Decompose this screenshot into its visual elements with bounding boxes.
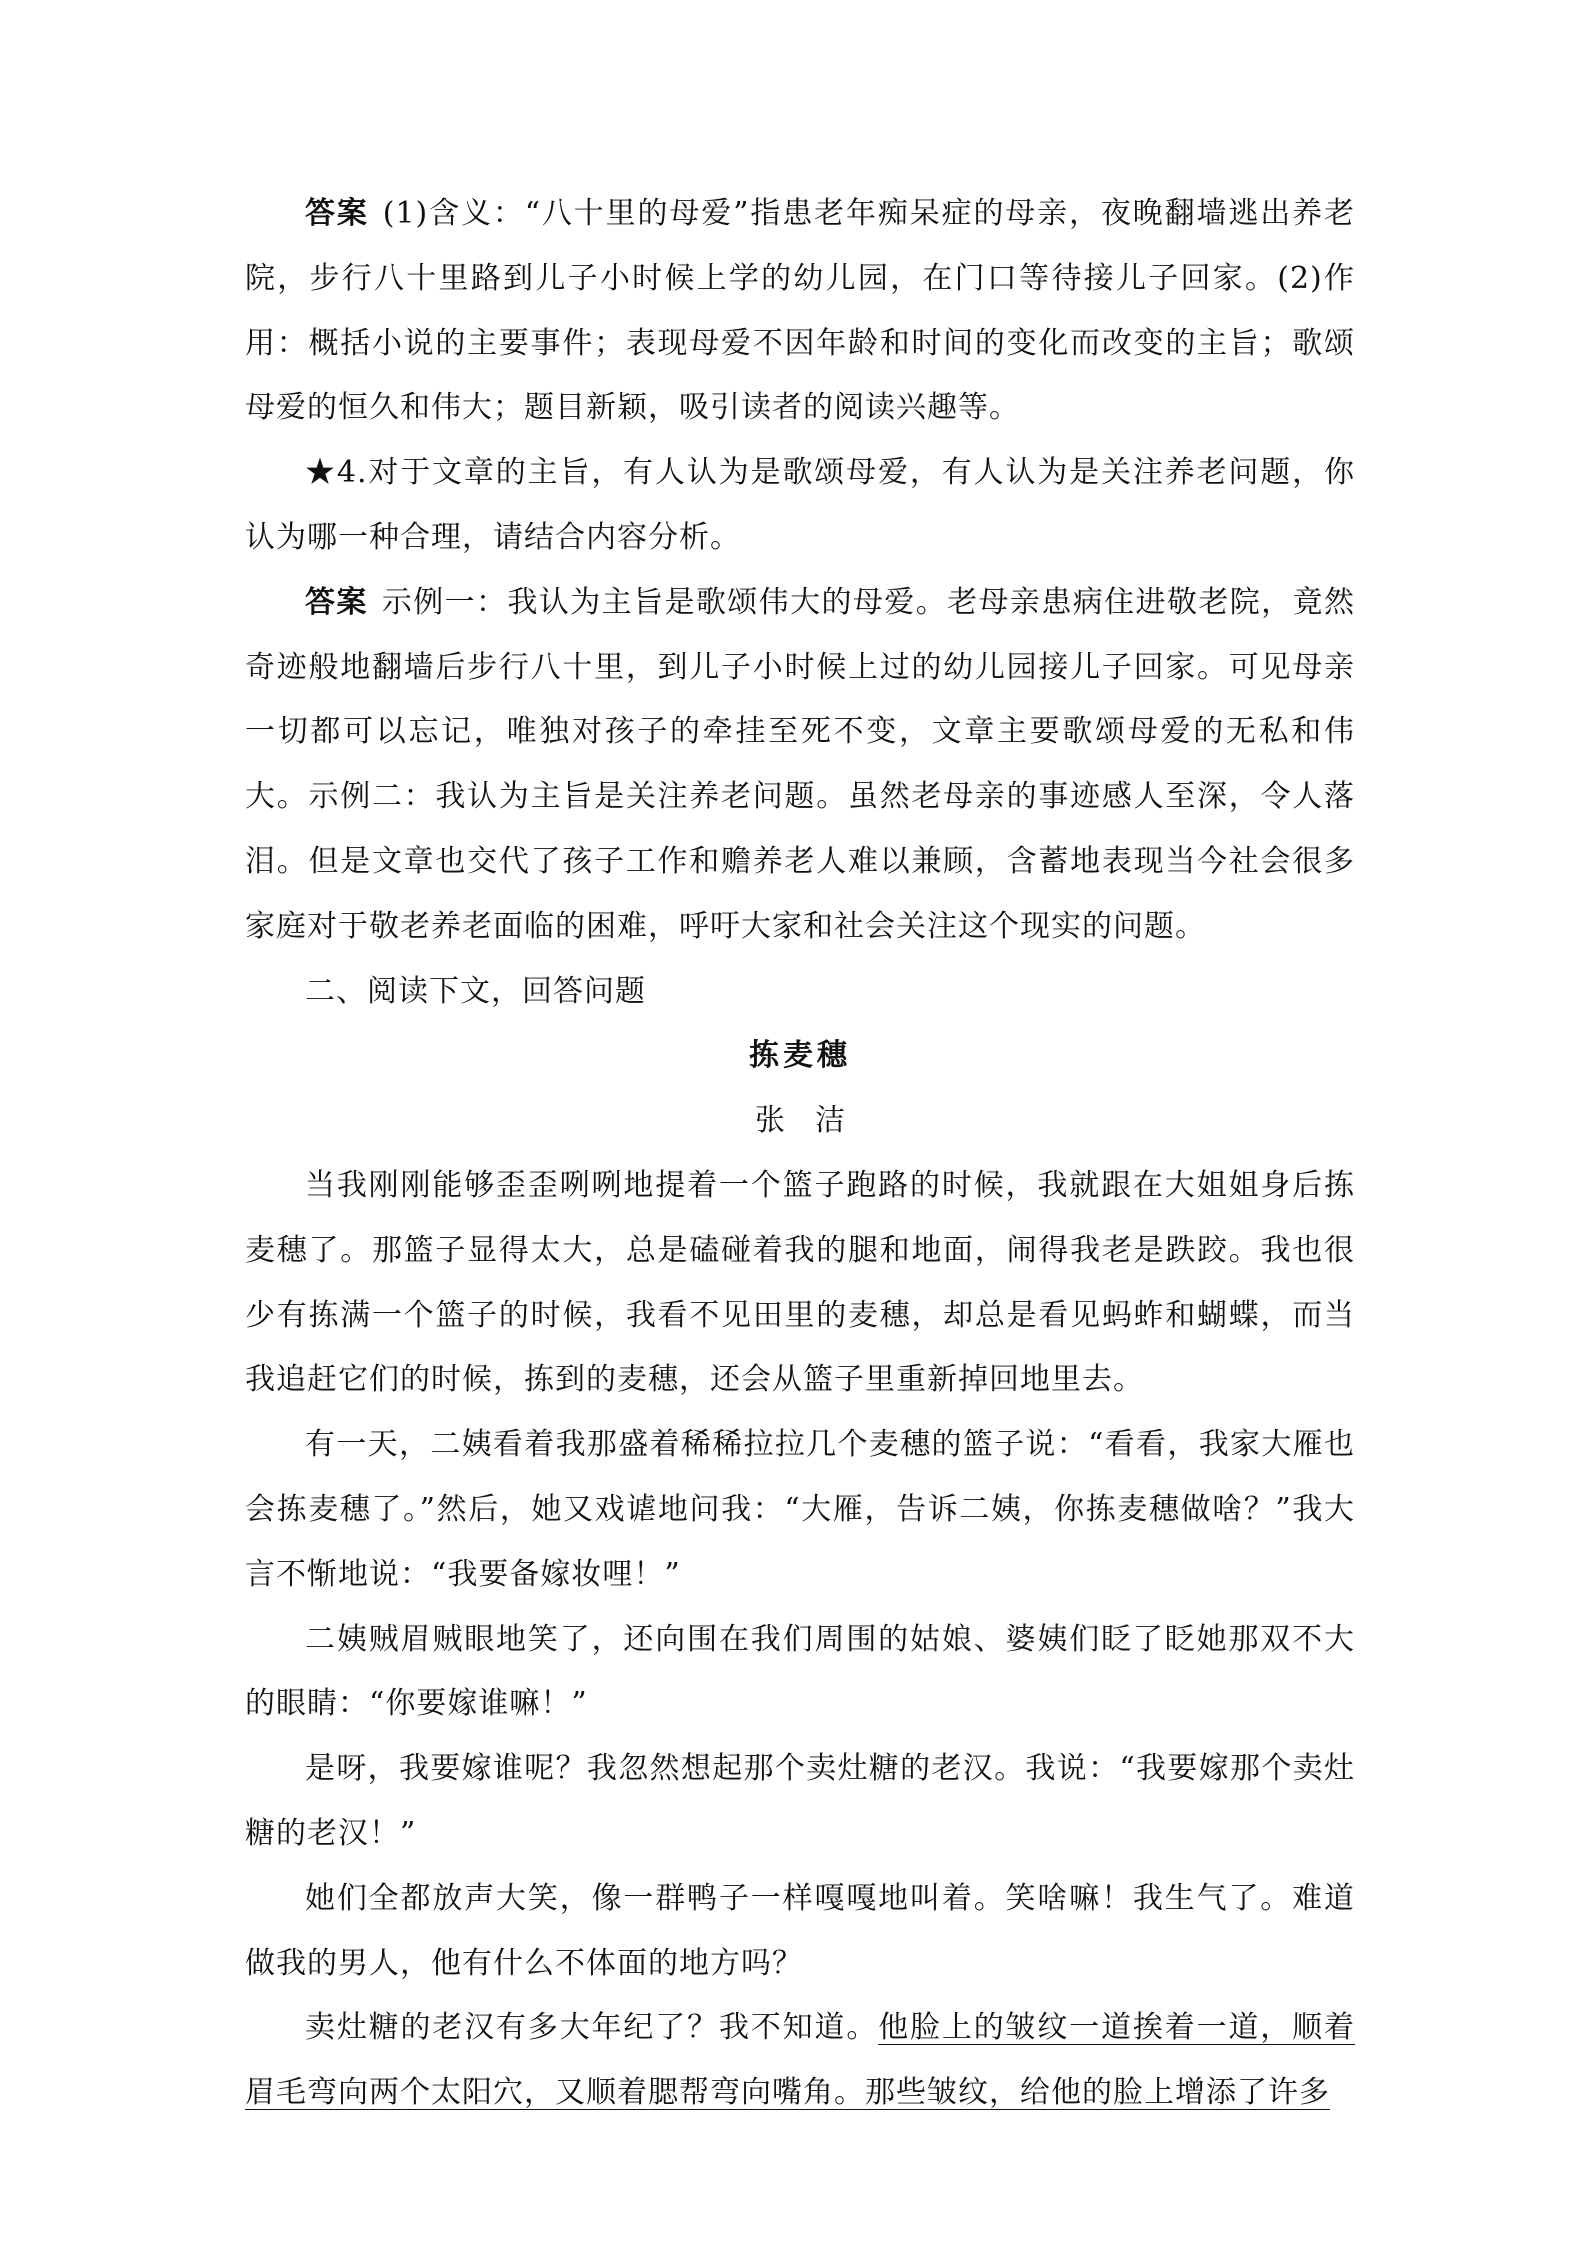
article-paragraph: 她们全都放声大笑，像一群鸭子一样嘎嘎地叫着。笑啥嘛！我生气了。难道做我的男人，他有什么不体面的地方吗？ (245, 1880, 1355, 1981)
answer-4-paragraph (245, 571, 1355, 960)
article-author: 张洁 (755, 1103, 875, 1139)
article-paragraph: 是呀，我要嫁谁呢？我忽然想起那个卖灶糖的老汉。我说：“我要嫁那个卖灶糖的老汉！” (245, 1751, 1355, 1851)
answer-label: 答案 (305, 584, 368, 620)
article-paragraph-last (245, 1996, 1355, 2126)
section-2-heading: 二、阅读下文，回答问题 (305, 973, 646, 1009)
answer-3-paragraph (245, 182, 1355, 441)
last-paragraph-plain: 卖灶糖的老汉有多大年纪了？我不知道。 (305, 2010, 879, 2046)
article-paragraph: 当我刚刚能够歪歪咧咧地提着一个篮子跑路的时候，我就跟在大姐姐身后拣麦穗了。那篮子显得太大，总是磕碰着我的腿和地面，闹得我老是跌跤。我也很少有拣满一个篮子的时候，我看不见田里的麦穗，却总是看见蚂蚱和蝴蝶，而当我追赶它们的时候，拣到的麦穗，还会从篮子里重新掉回地里去。 (245, 1167, 1355, 1398)
question-4: ★4.对于文章的主旨，有人认为是歌颂母爱，有人认为是关注养老问题，你认为哪一种合理，请结合内容分析。 (245, 455, 1355, 555)
answer-label: 答案 (305, 196, 369, 231)
article-paragraph: 二姨贼眉贼眼地笑了，还向围在我们周围的姑娘、婆姨们眨了眨她那双不大的眼睛：“你要嫁谁嘛！” (245, 1621, 1355, 1722)
article-title: 拣麦穗 (749, 1038, 851, 1074)
underlined-passage: 他脸上的皱纹一道挨着一道，顺着眉毛弯向两个太阳穴，又顺着腮帮弯向嘴角。那些皱纹，给他的脸上增添了许多 (245, 2010, 1355, 2111)
article-paragraph: 有一天，二姨看着我那盛着稀稀拉拉几个麦穗的篮子说：“看看，我家大雁也会拣麦穗了。”然后，她又戏谑地问我：“大雁，告诉二姨，你拣麦穗做啥？”我大言不惭地说：“我要备嫁妆哩！” (245, 1427, 1355, 1592)
answer-4-text: 示例一：我认为主旨是歌颂伟大的母爱。老母亲患病住进敬老院，竟然奇迹般地翻墙后步行八十里，到儿子小时候上过的幼儿园接儿子回家。可见母亲一切都可以忘记，唯独对孩子的牵挂至死不变，文章主要歌颂母爱的无私和伟大。示例二：我认为主旨是关注养老问题。虽然老母亲的事迹感人至深，令人落泪。但是文章也交代了孩子工作和赡养老人难以兼顾，含蓄地表现当今社会很多家庭对于敬老养老面临的困难，呼吁大家和社会关注这个现实的问题。 (245, 584, 1355, 944)
page-content (245, 182, 1355, 2126)
answer-3-text: (1)含义：“八十里的母爱”指患老年痴呆症的母亲，夜晚翻墙逃出养老院，步行八十里路到儿子小时候上学的幼儿园，在门口等待接儿子回家。(2)作用：概括小说的主要事件；表现母爱不因年龄和时间的变化而改变的主旨；歌颂母爱的恒久和伟大；题目新颖，吸引读者的阅读兴趣等。 (245, 196, 1356, 426)
